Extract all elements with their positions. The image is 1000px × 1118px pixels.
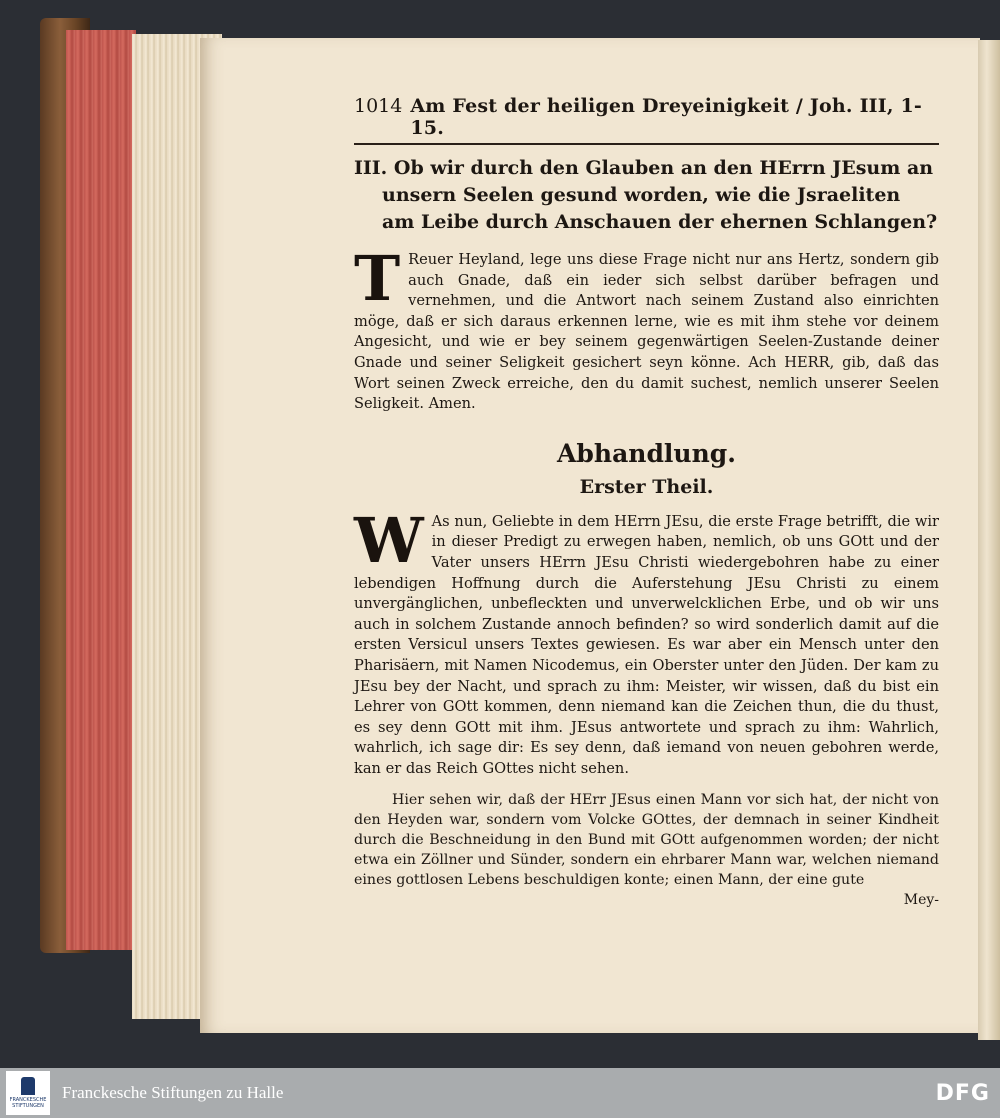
logo-emblem-icon xyxy=(21,1077,35,1095)
prayer-text: Reuer Heyland, lege uns diese Frage nicht nur ans Hertz, sondern gib auch Gnade, daß ein ieder sich selbst darüber befragen und vernehmen, und die Antwort nach seinem Zustand also einrichten möge, daß er sich daraus erkennen lerne, wie es mit ihm stehe vor deinem Angesicht, und wie er bey seinem gegenwärtigen Seelen-Zustande deiner Gnade und seiner Seligkeit gesichert seyn könne. Ach HERR, gib, daß das Wort seinen Zweck erreiche, den du damit suchest, nemlich unserer Seelen Seligkeit. Amen. xyxy=(354,251,939,413)
part-title: Erster Theil. xyxy=(579,475,714,498)
paragraph-text: As nun, Geliebte in dem HErrn JEsu, die erste Frage betrifft, die wir in dieser Predigt zu erwegen haben, nemlich, ob uns GOtt und der Vater unsers HErrn JEsu Christi wiedergebohren habe zu einer lebendigen Hoffnung durch die Auferstehung JEsu Christi zu einem unvergänglichen, unbefleckten und unverwelcklichen Erbe, und ob wir uns auch in solchem Zustande annoch befinden? so wird sonderlich damit auf die ersten Versicul unsers Textes gewiesen. Es war aber ein Mensch unter den Pharisäern, mit Namen Nicodemus, ein Oberster unter den Jüden. Der kam zu JEsu bey der Nacht, und sprach zu ihm: Meister, wir wissen, daß du bist ein Lehrer von GOtt kommen, denn niemand kan die Zeichen thun, die du thust, es sey denn GOtt mit ihm. JEsus antwortete und sprach zu ihm: Wahrlich, wahrlich, ich sage dir: Es sey denn, daß iemand von neuen gebohren werde, kan er das Reich GOttes nicht sehen. xyxy=(354,512,939,777)
running-title: Am Fest der heiligen Dreyeinigkeit / Joh. III, 1-15. xyxy=(410,95,922,139)
body-paragraph-1 xyxy=(354,503,939,780)
catchword: Mey- xyxy=(903,892,939,909)
page-right-edge xyxy=(978,40,1000,1040)
logo-text: FRANCKESCHE STIFTUNGEN xyxy=(9,1097,47,1109)
drop-cap: T xyxy=(354,242,401,315)
institution-name: Franckesche Stiftungen zu Halle xyxy=(62,1083,284,1102)
question-heading: III. Ob wir durch den Glauben an den HErrn JEsum an unsern Seelen gesund worden, wie die Jsraeliten am Leibe durch Anschauen der ehernen Schlangen? xyxy=(354,157,938,233)
body-paragraph-2: Hier sehen wir, daß der HErr JEsus einen Mann vor sich hat, der nicht von den Heyden war, sondern vom Volcke GOttes, der demnach in seiner Kindheit durch die Beschneidung in den Bund mit GOtt aufgenommen worden; der nicht etwa ein Zöllner und Sünder, sondern ein ehrbarer Mann war, welchen niemand eines gottlosen Lebens beschuldigen konte; einen Mann, der eine gute xyxy=(354,792,939,888)
prayer-paragraph xyxy=(354,242,939,415)
running-header xyxy=(354,95,939,145)
drop-cap: W xyxy=(354,503,424,577)
institution-logo xyxy=(6,1071,50,1115)
page-text xyxy=(354,95,939,908)
section-title: Abhandlung. xyxy=(557,438,736,468)
book-red-edge xyxy=(66,30,136,950)
viewer-footer xyxy=(0,1068,1000,1118)
page-number: 1014 xyxy=(354,95,403,117)
dfg-logo: DFG xyxy=(935,1080,990,1106)
